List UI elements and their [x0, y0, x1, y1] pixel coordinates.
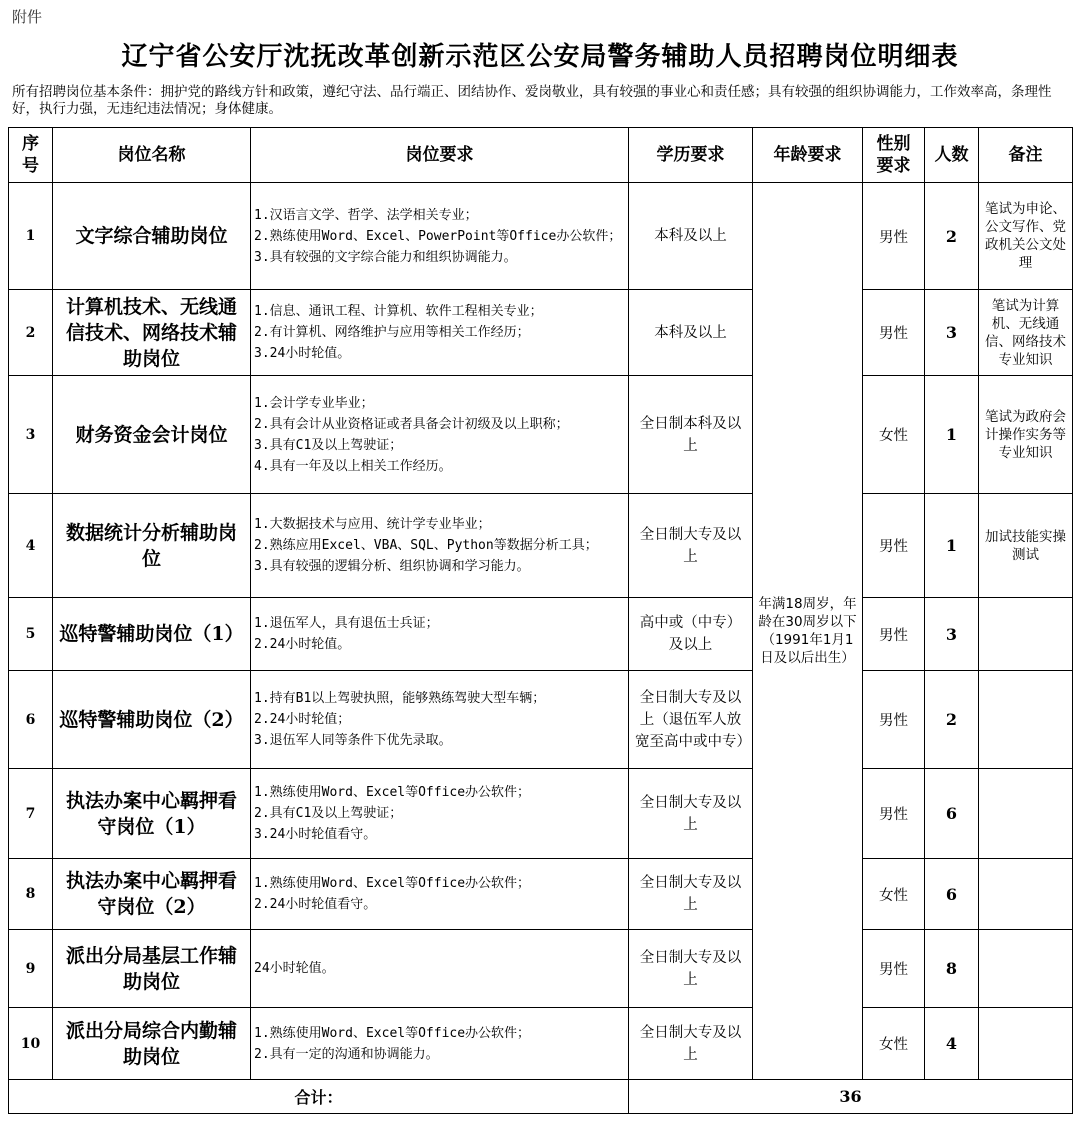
table-row	[9, 494, 1073, 598]
position-name: 执法办案中心羁押看守岗位（1）	[53, 769, 251, 859]
row-number: 9	[9, 930, 53, 1008]
requirement-line: 1.会计学专业毕业；	[254, 395, 374, 411]
requirement-line: 1.熟练使用Word、Excel等Office办公软件；	[254, 1025, 531, 1041]
headcount: 8	[925, 930, 979, 1008]
header-no: 序号	[9, 128, 53, 183]
requirement-line: 1.大数据技术与应用、统计学专业毕业；	[254, 517, 491, 532]
table-row	[9, 671, 1073, 769]
requirement-line: 2.具有一定的沟通和协调能力。	[254, 1046, 439, 1062]
position-requirements	[251, 859, 629, 930]
requirement-line: 3.24小时轮值看守。	[254, 827, 377, 842]
requirement-line: 2.24小时轮值看守。	[254, 897, 377, 912]
headcount: 3	[925, 598, 979, 671]
position-note: 加试技能实操测试	[979, 494, 1073, 598]
position-note	[979, 930, 1073, 1008]
requirement-line: 4.具有一年及以上相关工作经历。	[254, 458, 452, 474]
headcount: 6	[925, 859, 979, 930]
requirement-line: 1.信息、通讯工程、计算机、软件工程相关专业；	[254, 304, 543, 319]
headcount: 2	[925, 183, 979, 290]
requirement-line: 2.有计算机、网络维护与应用等相关工作经历；	[254, 325, 530, 340]
education-requirement: 全日制本科及以上	[629, 376, 753, 494]
position-note	[979, 1008, 1073, 1080]
row-number: 2	[9, 290, 53, 376]
gender-requirement: 女性	[863, 376, 925, 494]
row-number: 1	[9, 183, 53, 290]
education-requirement: 全日制大专及以上	[629, 859, 753, 930]
table-row	[9, 183, 1073, 290]
position-requirements	[251, 183, 629, 290]
row-number: 3	[9, 376, 53, 494]
position-note	[979, 598, 1073, 671]
position-note	[979, 671, 1073, 769]
position-requirements	[251, 598, 629, 671]
education-requirement: 本科及以上	[629, 183, 753, 290]
intro-text: 所有招聘岗位基本条件：拥护党的路线方针和政策，遵纪守法、品行端正、团结协作、爱岗敬业，具有较强的事业心和责任感；具有较强的组织协调能力，工作效率高，条理性好，执行力强，无违纪违法情况；身体健康。	[12, 84, 1052, 117]
table-row	[9, 859, 1073, 930]
header-gender: 性别要求	[863, 128, 925, 183]
header-note: 备注	[979, 128, 1073, 183]
requirement-line: 1.持有B1以上驾驶执照，能够熟练驾驶大型车辆；	[254, 691, 546, 706]
requirement-line: 3.24小时轮值。	[254, 346, 351, 361]
header-education: 学历要求	[629, 128, 753, 183]
position-name: 巡特警辅助岗位（2）	[53, 671, 251, 769]
table-row	[9, 769, 1073, 859]
position-note: 笔试为政府会计操作实务等专业知识	[979, 376, 1073, 494]
position-requirements	[251, 671, 629, 769]
headcount: 3	[925, 290, 979, 376]
headcount: 1	[925, 376, 979, 494]
row-number: 4	[9, 494, 53, 598]
position-requirements	[251, 1008, 629, 1080]
position-name: 执法办案中心羁押看守岗位（2）	[53, 859, 251, 930]
position-note: 笔试为申论、公文写作、党政机关公文处理	[979, 183, 1073, 290]
requirement-line: 1.熟练使用Word、Excel等Office办公软件；	[254, 785, 531, 800]
requirement-line: 2.熟练使用Word、Excel、PowerPoint等Office办公软件；	[254, 228, 622, 244]
position-name: 计算机技术、无线通信技术、网络技术辅助岗位	[53, 290, 251, 376]
position-name: 派出分局综合内勤辅助岗位	[53, 1008, 251, 1080]
education-requirement: 全日制大专及以上	[629, 769, 753, 859]
table-row	[9, 1008, 1073, 1080]
headcount: 4	[925, 1008, 979, 1080]
position-requirements	[251, 376, 629, 494]
requirement-line: 3.具有较强的文字综合能力和组织协调能力。	[254, 249, 517, 265]
row-number: 10	[9, 1008, 53, 1080]
position-name: 派出分局基层工作辅助岗位	[53, 930, 251, 1008]
position-name: 文字综合辅助岗位	[53, 183, 251, 290]
header-count: 人数	[925, 128, 979, 183]
headcount: 2	[925, 671, 979, 769]
row-number: 7	[9, 769, 53, 859]
position-requirements	[251, 290, 629, 376]
requirement-line: 1.熟练使用Word、Excel等Office办公软件；	[254, 876, 531, 891]
requirement-line: 3.具有C1及以上驾驶证；	[254, 437, 403, 453]
header-name: 岗位名称	[53, 128, 251, 183]
requirement-line: 2.具有C1及以上驾驶证；	[254, 806, 403, 821]
total-row	[9, 1080, 1073, 1114]
header-age: 年龄要求	[753, 128, 863, 183]
requirement-line: 2.具有会计从业资格证或者具备会计初级及以上职称；	[254, 416, 569, 432]
requirement-line: 2.24小时轮值。	[254, 637, 351, 652]
gender-requirement: 男性	[863, 494, 925, 598]
row-number: 8	[9, 859, 53, 930]
gender-requirement: 男性	[863, 671, 925, 769]
education-requirement: 全日制大专及以上	[629, 494, 753, 598]
position-requirements	[251, 930, 629, 1008]
requirement-line: 2.24小时轮值；	[254, 712, 351, 727]
requirement-line: 3.具有较强的逻辑分析、组织协调和学习能力。	[254, 559, 530, 574]
education-requirement: 高中或（中专）及以上	[629, 598, 753, 671]
row-number: 5	[9, 598, 53, 671]
total-value: 36	[629, 1080, 1073, 1114]
gender-requirement: 男性	[863, 598, 925, 671]
requirement-line: 24小时轮值。	[254, 961, 335, 976]
table-row	[9, 598, 1073, 671]
education-requirement: 全日制大专及以上	[629, 930, 753, 1008]
position-requirements	[251, 769, 629, 859]
row-number: 6	[9, 671, 53, 769]
position-note	[979, 859, 1073, 930]
requirement-line: 1.退伍军人，具有退伍士兵证；	[254, 616, 439, 631]
gender-requirement: 男性	[863, 183, 925, 290]
position-name: 财务资金会计岗位	[53, 376, 251, 494]
headcount: 6	[925, 769, 979, 859]
gender-requirement: 女性	[863, 1008, 925, 1080]
table-row	[9, 290, 1073, 376]
table-header-row	[9, 128, 1073, 183]
position-name: 巡特警辅助岗位（1）	[53, 598, 251, 671]
education-requirement: 全日制大专及以上	[629, 1008, 753, 1080]
headcount: 1	[925, 494, 979, 598]
gender-requirement: 男性	[863, 930, 925, 1008]
total-label: 合计：	[9, 1080, 629, 1114]
position-name: 数据统计分析辅助岗位	[53, 494, 251, 598]
gender-requirement: 男性	[863, 290, 925, 376]
table-row	[9, 376, 1073, 494]
education-requirement: 本科及以上	[629, 290, 753, 376]
attachment-label: 附件	[12, 8, 43, 26]
requirement-line: 1.汉语言文学、哲学、法学相关专业；	[254, 207, 478, 223]
gender-requirement: 女性	[863, 859, 925, 930]
positions-table	[8, 127, 1073, 1114]
page-title: 辽宁省公安厅沈抚改革创新示范区公安局警务辅助人员招聘岗位明细表	[121, 42, 959, 72]
education-requirement: 全日制大专及以上（退伍军人放宽至高中或中专）	[629, 671, 753, 769]
position-note	[979, 769, 1073, 859]
header-requirements: 岗位要求	[251, 128, 629, 183]
requirement-line: 3.退伍军人同等条件下优先录取。	[254, 733, 452, 748]
table-row	[9, 930, 1073, 1008]
position-requirements	[251, 494, 629, 598]
gender-requirement: 男性	[863, 769, 925, 859]
requirement-line: 2.熟练应用Excel、VBA、SQL、Python等数据分析工具；	[254, 538, 598, 553]
position-note: 笔试为计算机、无线通信、网络技术专业知识	[979, 290, 1073, 376]
age-requirement: 年满18周岁，年龄在30周岁以下（1991年1月1日及以后出生）	[753, 183, 863, 1080]
